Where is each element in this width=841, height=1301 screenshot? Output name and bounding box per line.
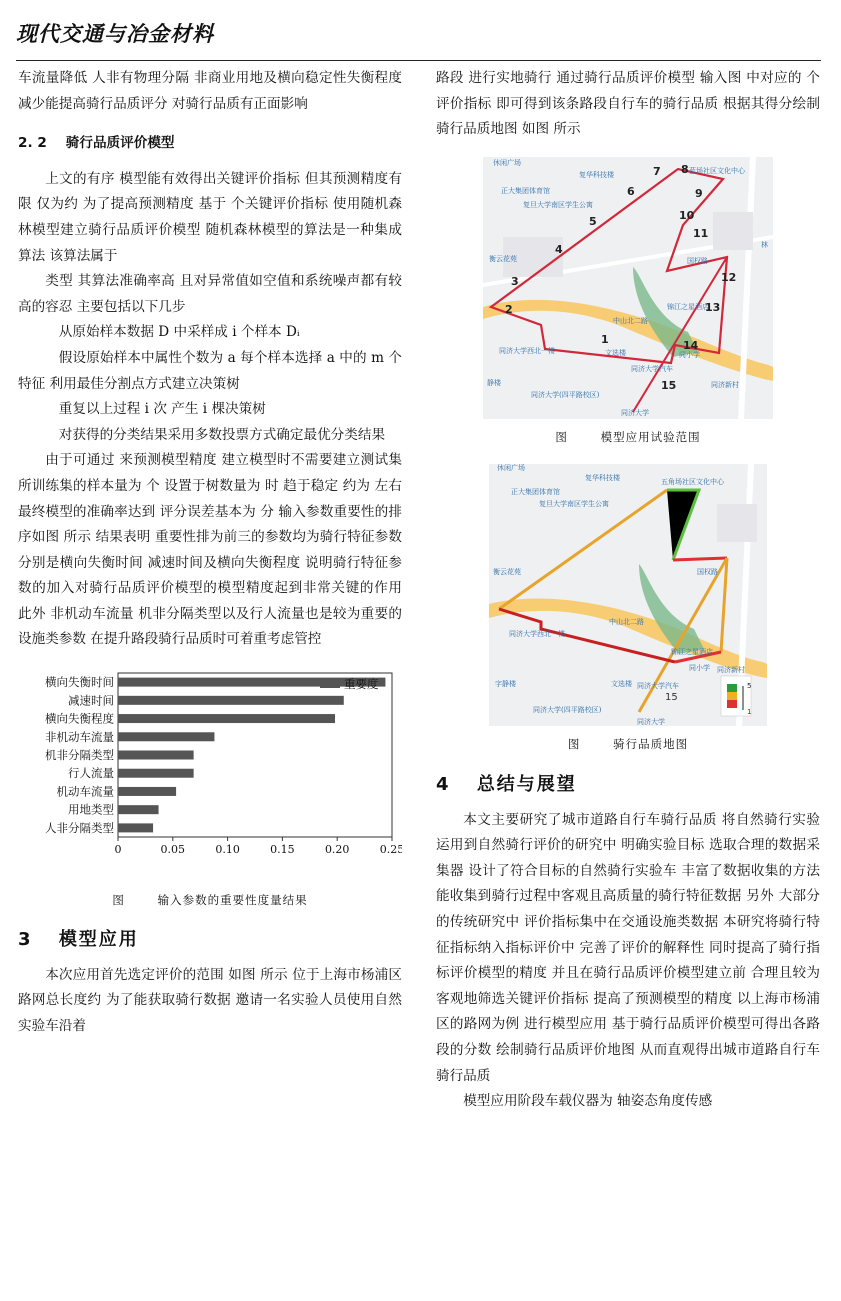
map-place-label: 五角场社区文化中心 [661, 478, 724, 487]
page-header [16, 18, 821, 61]
map-place-label: 正大集团体育馆 [511, 488, 560, 497]
x-tick-label: 0 [114, 843, 122, 857]
legend-swatch [320, 680, 340, 688]
figure-caption [436, 732, 820, 758]
bar [118, 696, 344, 705]
map-place-label: 文选楼 [611, 680, 632, 689]
section-number: 4 [436, 773, 451, 795]
section-heading-3 [18, 927, 402, 953]
figure-number: 图 [112, 892, 125, 907]
section-title: 模型应用 [58, 929, 139, 951]
section-heading-4 [436, 772, 820, 798]
section-heading-2-2 [18, 131, 402, 157]
map-place-label: 同小学 [689, 664, 710, 673]
map-place-label: 衡云花苑 [493, 568, 521, 577]
x-tick-label: 0.25 [379, 843, 402, 857]
paragraph: 模型应用阶段车载仪器为 轴姿态角度传感 [463, 1093, 713, 1110]
map-place-label: 文选楼 [605, 348, 626, 357]
figure-title: 输入参数的重要性度量结果 [157, 892, 308, 907]
segment-number: 6 [627, 184, 635, 198]
segment-number: 8 [681, 162, 689, 176]
map2-canvas [489, 464, 767, 726]
map-place-label: 同济大学 [637, 718, 665, 727]
map-place-label: 休闲广场 [493, 158, 521, 167]
map-place-label: 正大集团体育馆 [501, 186, 550, 195]
map-place-label: 复华科技楼 [579, 170, 614, 179]
map-place-label: 同济大学汽车 [631, 364, 673, 373]
x-tick-label: 0.10 [215, 843, 240, 857]
category-label: 机动车流量 [56, 784, 114, 799]
paragraph: 本次应用首先选定评价的范围 如图 所示 位于上海市杨浦区 路网总长度约 为了能获取骑行数据 邀请一名实验人员使用自然实验车沿着 [18, 966, 402, 1035]
category-label: 横向失衡程度 [45, 711, 114, 726]
segment-number: 15 [661, 378, 677, 392]
map-place-label: 蓝场社区文化中心 [689, 166, 745, 175]
figure-number: 图 [555, 429, 568, 444]
map1-canvas [483, 157, 773, 419]
left-column [18, 66, 402, 1040]
category-label: 用地类型 [68, 802, 114, 817]
map-place-label: 中山北二路 [613, 316, 648, 325]
section-number: 2. 2 [18, 135, 47, 152]
section-title: 骑行品质评价模型 [65, 135, 175, 152]
segment-number: 3 [511, 274, 519, 288]
figure-caption [436, 425, 820, 451]
map-place-label: 同济大学(四平路校区) [533, 706, 602, 715]
segment-number: 12 [721, 270, 737, 284]
category-label: 减速时间 [68, 693, 114, 708]
list-item: 重复以上过程 i 次 产生 i 棵决策树 [58, 401, 266, 418]
section-number: 3 [18, 929, 33, 951]
map-place-label: 同济大学 [621, 408, 649, 417]
segment-number: 11 [693, 226, 709, 240]
x-tick-label: 0.20 [324, 843, 350, 857]
map-place-label: 复旦大学南区学生公寓 [539, 500, 609, 509]
paragraph: 类型 其算法准确率高 且对异常值如空值和系统噪声都有较高的容忍 主要包括以下几步 [18, 273, 402, 315]
category-label: 横向失衡时间 [45, 675, 114, 690]
map-place-label: 复旦大学南区学生公寓 [523, 200, 593, 209]
bar [118, 823, 153, 832]
bar [118, 714, 335, 723]
legend-min-label: 1 [747, 708, 752, 717]
figure-number: 图 [567, 737, 581, 752]
section-title: 总结与展望 [476, 773, 577, 795]
map-place-label: 同济大学西北一楼 [509, 630, 565, 639]
map-place-label: 同济大学(四平路校区) [531, 390, 600, 399]
figure-title: 模型应用试验范围 [600, 429, 701, 444]
list-item: 假设原始样本中属性个数为 a 每个样本选择 a 中的 m 个特征 利用最佳分割点方式建立决策树 [18, 349, 402, 392]
map-place-label: 同济大学汽车 [637, 682, 679, 691]
x-tick-label: 0.05 [160, 843, 186, 857]
figure-caption [18, 888, 402, 914]
category-label: 人非分隔类型 [45, 820, 114, 835]
category-label: 机非分隔类型 [45, 748, 114, 763]
segment-number: 10 [679, 208, 695, 222]
map-place-label: 休闲广场 [497, 464, 525, 473]
bar [118, 769, 194, 778]
map-place-label: 衡云花苑 [489, 254, 517, 263]
map-place-label: 林 [761, 240, 768, 249]
map-place-label: 同济新村 [717, 666, 745, 675]
map-place-label: 同济大学西北一楼 [499, 346, 555, 355]
figure-title: 骑行品质地图 [613, 737, 689, 752]
bar [118, 805, 159, 814]
paragraph: 上文的有序 模型能有效得出关键评价指标 但其预测精度有限 仅为约 为了提高预测精度 基于 个关键评价指标 使用随机森林模型建立骑行品质评价模型 随机森林模型的算法是一种集成算法 该算法属于 [18, 170, 402, 264]
bar [118, 787, 176, 796]
test-area-map [483, 157, 773, 419]
importance-bar-chart [18, 667, 402, 872]
map-place-label: 同小学 [679, 350, 700, 359]
bar [118, 751, 194, 760]
map-place-label: 字静楼 [495, 680, 516, 689]
category-label: 非机动车流量 [45, 729, 114, 744]
category-label: 行人流量 [68, 766, 114, 781]
map-place-label: 国权路 [687, 256, 708, 265]
paragraph: 车流量降低 人非有物理分隔 非商业用地及横向稳定性失衡程度减少能提高骑行品质评分 对骑行品质有正面影响 [18, 70, 402, 112]
segment-number: 2 [505, 302, 513, 316]
journal-logo: 现代交通与冶金材料 [16, 22, 214, 46]
map-place-label: 复华科技楼 [585, 474, 620, 483]
map-place-label: 中山北二路 [609, 618, 644, 627]
x-tick-label: 0.15 [270, 843, 295, 857]
segment-number: 9 [695, 186, 703, 200]
segment-number: 4 [555, 242, 563, 256]
map-place-label: 国权路 [697, 568, 718, 577]
map-place-label: 锦江之星酒店 [667, 302, 709, 311]
paragraph: 由于可通过 来预测模型精度 建立模型时不需要建立测试集 所训练集的样本量为 个 设置于树数量为 时 趋于稳定 约为 左右 最终模型的准确率达到 评分误差基本为 分 输入参数重要性的排序如图 所示 结果表明 重要性排为前三的参数均为骑行特征参数 分别是横向失衡时间 减速时间及横向失衡程度 说明骑行特征参数的加入对骑行品质评价模型的模型精度起到非常关键的作用 此外 非机动车流量 机非分隔类型以及行人流量也是较为重要的设施类参数 在提升路段骑行品质时可着重考虑管控 [18, 452, 402, 648]
legend-max-label: 5 [747, 682, 752, 691]
segment-label: 15 [665, 692, 678, 704]
segment-number: 1 [601, 332, 609, 346]
segment-number: 7 [653, 164, 661, 178]
list-item: 从原始样本数据 D 中采样成 i 个样本 Dᵢ [58, 324, 300, 341]
paragraph: 路段 进行实地骑行 通过骑行品质评价模型 输入图 中对应的 个评价指标 即可得到该条路段自行车的骑行品质 根据其得分绘制骑行品质地图 如图 所示 [436, 70, 820, 138]
list-item: 对获得的分类结果采用多数投票方式确定最优分类结果 [58, 426, 386, 443]
map-place-label: 静楼 [487, 378, 501, 387]
right-column [436, 66, 820, 1115]
segment-number: 5 [589, 214, 597, 228]
paragraph: 本文主要研究了城市道路自行车骑行品质 将自然骑行实验运用到自然骑行评价的研究中 明确实验目标 选取合理的数据采集器 设计了符合目标的自然骑行实验车 丰富了数据收集的方法 能收集到骑行过程中客观且高质量的骑行特征数据 另外 大部分的传统研究中 评价指标集中在交通设施类数据 本研究将骑行特征指标纳入指标评价中 完善了评价的解释性 同时提高了骑行指标评价模型的精度 并且在骑行品质评价模型建立前 合理且较为客观地筛选关键评价指标 提高了预测模型的精度 以上海市杨浦区的路网为例 进行模型应用 基于骑行品质评价模型可得出各路段的分数 绘制骑行品质评价地图 从而直观得出城市道路自行车骑行品质 [436, 811, 820, 1084]
bar [118, 732, 214, 741]
segment-number: 13 [705, 300, 721, 314]
ride-quality-map [489, 464, 767, 726]
segment-number: 14 [683, 338, 699, 352]
map-place-label: 同济新村 [711, 380, 739, 389]
legend-label: 重要度 [344, 677, 379, 692]
map-place-label: 锦江之星酒店 [671, 648, 713, 657]
